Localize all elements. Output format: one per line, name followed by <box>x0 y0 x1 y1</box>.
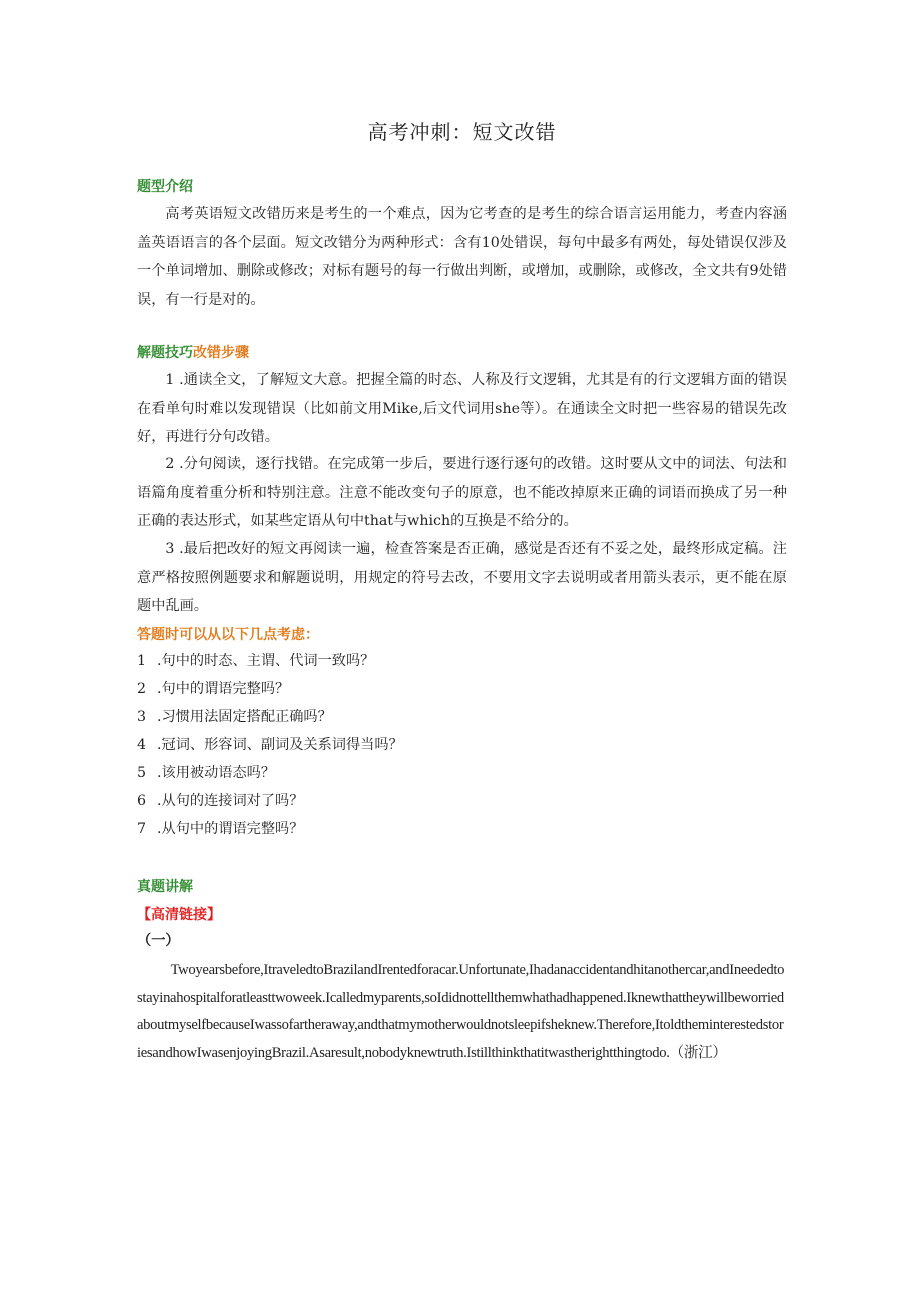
passage-text: Twoyearsbefore,ItraveledtoBrazilandIrentedforacar.Unfortunate,Ihadanaccidentandhitanothercar,andIneededtostayinahospitalforatleasttwoweek.Icalledmyparents,soIdidnottellthemwhathadhappened.IknewthattheywillbeworriedaboutmyselfbecauseIwassofartheraway,andthatmymotherwouldnotsleepifsheknew.Therefore,ItoldtheminterestedstoriesandhowIwasenjoyingBrazil.Asaresult,nobodyknewtruth.Istillthinkthatitwastherightthingtodo.（浙江） <box>137 962 785 1061</box>
tips-heading-orange: 改错步骤 <box>193 345 249 361</box>
consider-heading: 答题时可以从以下几点考虑： <box>137 627 319 643</box>
hd-link[interactable]: 【高清链接】 <box>137 907 221 923</box>
section-label: （一） <box>137 933 180 949</box>
tips-heading-green: 解题技巧 <box>137 345 193 361</box>
consider-item: 1 .句中的时态、主谓、代词一致吗？ <box>137 653 375 669</box>
real-heading: 真题讲解 <box>137 879 193 895</box>
tips-heading <box>137 342 249 362</box>
intro-body: 高考英语短文改错历来是考生的一个难点，因为它考查的是考生的综合语言运用能力，考查内容涵盖英语语言的各个层面。短文改错分为两种形式：含有10处错误，每句中最多有两处，每处错误仅涉及一个单词增加、删除或修改；对标有题号的每一行做出判断，或增加，或删除，或修改，全文共有9处错误，有一行是对的。 <box>137 206 787 308</box>
tip-step-1: 1 .通读全文，了解短文大意。把握全篇的时态、人称及行文逻辑，尤其是有的行文逻辑方面的错误在看单句时难以发现错误（比如前文用Mike,后文代词用she等）。在通读全文时把一些容易的错误先改好，再进行分句改错。 <box>137 372 787 445</box>
tip-step-3: 3 .最后把改好的短文再阅读一遍，检查答案是否正确，感觉是否还有不妥之处，最终形成定稿。注意严格按照例题要求和解题说明，用规定的符号去改，不要用文字去说明或者用箭头表示，更不能在原题中乱画。 <box>137 541 787 614</box>
consider-item: 6 .从句的连接词对了吗？ <box>137 793 304 809</box>
intro-heading: 题型介绍 <box>137 179 193 195</box>
consider-item: 4 .冠词、形容词、副词及关系词得当吗？ <box>137 737 403 753</box>
consider-item: 3 .习惯用法固定搭配正确吗？ <box>137 709 332 725</box>
consider-item: 5 .该用被动语态吗？ <box>137 765 276 781</box>
tip-step-2: 2 .分句阅读，逐行找错。在完成第一步后，要进行逐行逐句的改错。这时要从文中的词法、句法和语篇角度着重分析和特别注意。注意不能改变句子的原意，也不能改掉原来正确的词语而换成了另一种正确的表达形式，如某些定语从句中that与which的互换是不给分的。 <box>137 456 787 529</box>
page-title: 高考冲刺：短文改错 <box>367 120 557 144</box>
consider-item: 7 .从句中的谓语完整吗？ <box>137 821 304 837</box>
consider-item: 2 .句中的谓语完整吗？ <box>137 681 290 697</box>
